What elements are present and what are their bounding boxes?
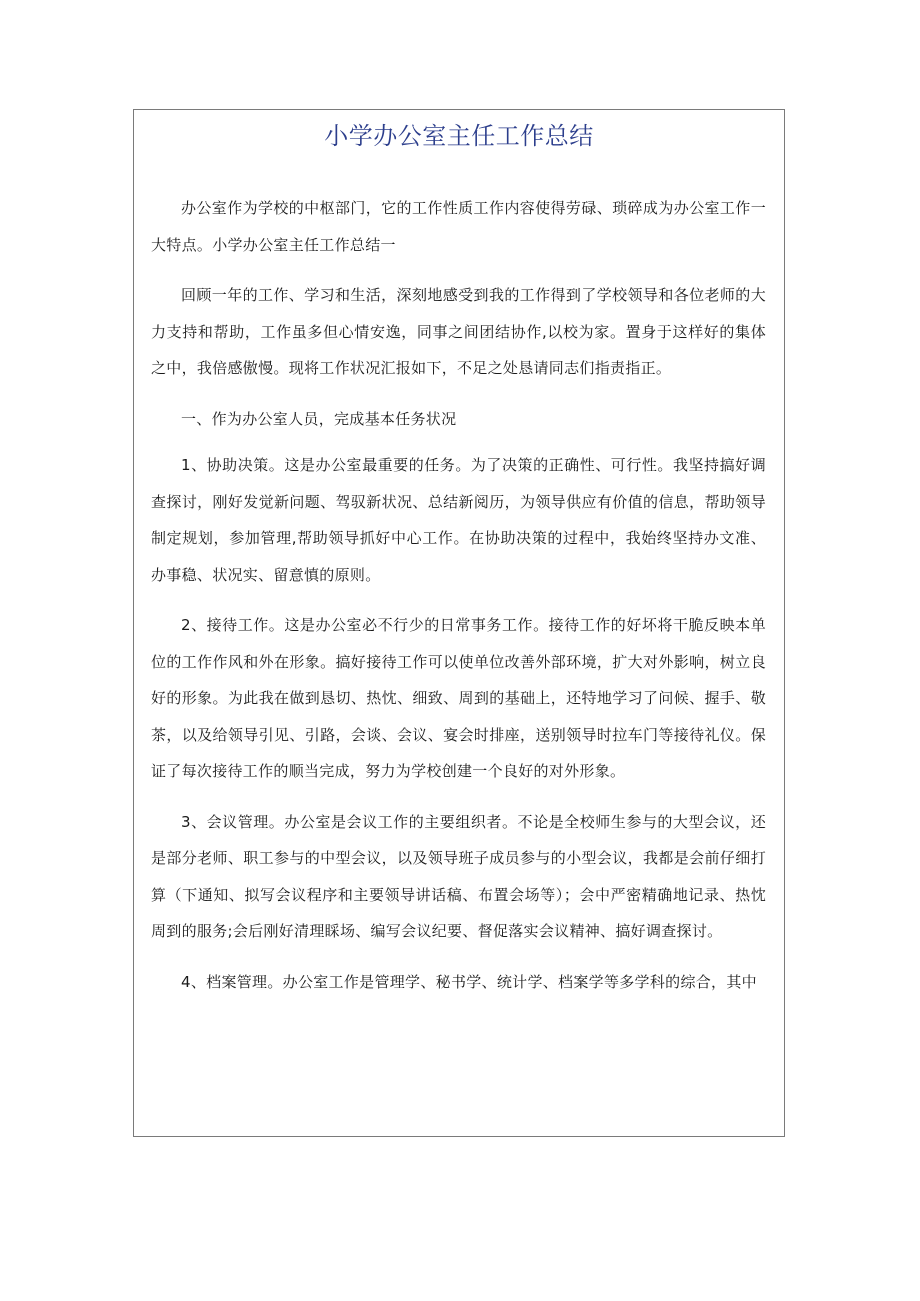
paragraph-intro: 办公室作为学校的中枢部门，它的工作性质工作内容使得劳碌、琐碎成为办公室工作一大特点。小学办公室主任工作总结一 (151, 199, 766, 254)
paragraph-decision-support: 1、协助决策。这是办公室最重要的任务。为了决策的正确性、可行性。我坚持搞好调查探讨，刚好发觉新问题、驾驭新状况、总结新阅历，为领导供应有价值的信息，帮助领导制定规划，参加管理,帮助领导抓好中心工作。在协助决策的过程中，我始终坚持办文准、办事稳、状况实、留意慎的原则。 (151, 456, 766, 584)
document-body (151, 190, 766, 1014)
document-page (133, 109, 785, 1137)
document-title: 小学办公室主任工作总结 (324, 122, 594, 150)
section-heading: 一、作为办公室人员，完成基本任务状况 (181, 409, 457, 428)
paragraph-meeting-management: 3、会议管理。办公室是会议工作的主要组织者。不论是全校师生参与的大型会议，还是部分老师、职工参与的中型会议，以及领导班子成员参与的小型会议，我都是会前仔细打算（下通知、拟写会议程序和主要领导讲话稿、布置会场等）；会中严密精确地记录、热忱周到的服务;会后刚好清理睬场、编写会议纪要、督促落实会议精神、搞好调查探讨。 (151, 812, 766, 940)
paragraph-reception: 2、接待工作。这是办公室必不行少的日常事务工作。接待工作的好坏将干脆反映本单位的工作作风和外在形象。搞好接待工作可以使单位改善外部环境，扩大对外影响，树立良好的形象。为此我在做到恳切、热忱、细致、周到的基础上，还特地学习了问候、握手、敬茶，以及给领导引见、引路，会谈、会议、宴会时排座，送别领导时拉车门等接待礼仪。保证了每次接待工作的顺当完成，努力为学校创建一个良好的对外形象。 (151, 616, 766, 780)
paragraph-review: 回顾一年的工作、学习和生活，深刻地感受到我的工作得到了学校领导和各位老师的大力支持和帮助，工作虽多但心情安逸，同事之间团结协作,以校为家。置身于这样好的集体之中，我倍感傲慢。现将工作状况汇报如下，不足之处恳请同志们指责指正。 (151, 286, 766, 377)
paragraph-archive-management: 4、档案管理。办公室工作是管理学、秘书学、统计学、档案学等多学科的综合，其中 (181, 972, 757, 991)
